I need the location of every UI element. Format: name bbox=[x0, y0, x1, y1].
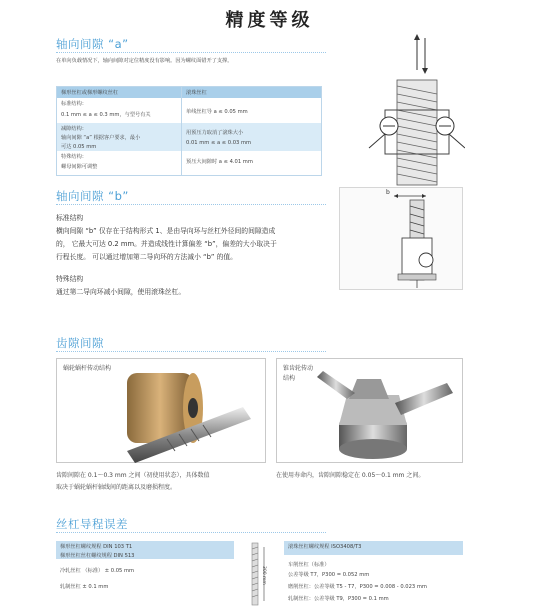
section-b-spec-title: 特殊结构 bbox=[56, 275, 84, 283]
ballscrew-lead-table bbox=[284, 541, 463, 607]
right-row4: 轧制丝杠：公差等级 T9，P300 = 0.1 mm bbox=[288, 596, 389, 602]
figure-b-label: b bbox=[386, 189, 390, 196]
screw-lead-length: 300 mm bbox=[261, 566, 266, 585]
row2-right-line2: 0.01 mm ≤ a ≤ 0.03 mm bbox=[186, 140, 252, 146]
section-a-heading: 轴向间隙 “a” bbox=[56, 37, 129, 51]
worm-gear-caption-1: 齿隙间隙在 0.1～0.3 mm 之间（初使用状态），具体数值 bbox=[56, 472, 210, 479]
left-row2: 轧制丝杠 ± 0.1 mm bbox=[60, 584, 109, 590]
right-head: 滚珠丝杠螺纹规程 ISO3408/T3 bbox=[288, 544, 362, 550]
row2-left-line2: 可达 0.05 mm bbox=[61, 144, 97, 150]
section-c-heading: 齿隙间隙 bbox=[56, 336, 104, 350]
worm-gear-label: 蜗轮蜗杆传动结构 bbox=[63, 365, 112, 372]
section-b-std-line2: 的， 它最大可达 0.2 mm。并造成线性计算偏差 “b”，偏差的大小取决于 bbox=[56, 240, 277, 248]
row2-left-title: 减隙结构： bbox=[61, 126, 87, 132]
right-row1: 车削丝杠（标准） bbox=[288, 562, 330, 568]
section-d-heading: 丝杠导程误差 bbox=[56, 517, 128, 531]
worm-gear-caption-2: 取决于蜗轮蜗杆轴线间的距离以及磨损程度。 bbox=[56, 484, 177, 491]
row3-right-value: 预压大间隙时 a ≤ 4.01 mm bbox=[186, 159, 253, 165]
axial-gap-a-table bbox=[56, 86, 322, 176]
section-b-std-title: 标准结构 bbox=[56, 214, 84, 222]
section-b-std-line1: 横向间隙 “b” 仅存在于结构形式 1、是由导向环与丝杠外径间的间隙造成 bbox=[56, 227, 276, 235]
section-b-rule bbox=[56, 204, 326, 205]
section-a-intro: 在单向负载情况下，轴向间隙对定位精度没有影响。因为螺纹面错开了支撑。 bbox=[56, 58, 233, 64]
bevel-gear-label-1: 锥齿轮传动 bbox=[283, 365, 314, 372]
right-row3: 磨削丝杠：公差等级 T5 - T7，P300 = 0.008 - 0.023 mm bbox=[288, 584, 427, 590]
row1-right-value: 单线丝杠导 a ≤ 0.05 mm bbox=[186, 109, 248, 115]
worm-gear-photo bbox=[56, 358, 266, 463]
page-title: 精度等级 bbox=[225, 10, 314, 31]
row2-left-line1: 轴向间隙 “a” 根据客户要求，最小 bbox=[61, 135, 141, 141]
left-head-line1: 梯形丝杠螺纹规程 DIN 103 T1 bbox=[60, 544, 133, 550]
trapezoid-lead-table bbox=[56, 541, 234, 607]
table-header-left: 梯形丝杠或梯形螺纹丝杠 bbox=[61, 90, 119, 96]
section-b-spec-line1: 通过第二导向环减小间隙，使用滚珠丝杠。 bbox=[56, 288, 186, 296]
section-b-heading: 轴向间隙 “b” bbox=[56, 189, 129, 203]
section-c-rule bbox=[56, 351, 326, 352]
table-header-right: 滚珠丝杠 bbox=[181, 87, 321, 98]
row1-left-title: 标准结构： bbox=[61, 101, 87, 107]
row3-left-title: 特殊结构： bbox=[61, 154, 87, 160]
axial-gap-a-figure bbox=[355, 30, 465, 190]
bevel-gear-label-2: 结构 bbox=[283, 375, 296, 382]
section-b-std-line3: 行程长度。 可以通过增加第二导向环的方法减小 “b” 的值。 bbox=[56, 253, 237, 261]
bevel-gear-caption: 在使用寿命内，齿隙间隙稳定在 0.05～0.1 mm 之间。 bbox=[276, 472, 425, 479]
row3-left-value: 螺母间隙可调整 bbox=[61, 164, 98, 170]
right-row2: 公差等级 T7，P300 = 0.052 mm bbox=[288, 572, 370, 578]
axial-gap-b-figure bbox=[339, 187, 463, 290]
bevel-gear-photo bbox=[276, 358, 463, 463]
left-head-line2: 梯形丝杠丝杠螺纹规程 DIN 513 bbox=[60, 553, 135, 559]
left-row1: 冷轧丝杠 （标准） ± 0.05 mm bbox=[60, 568, 135, 574]
section-a-rule bbox=[56, 52, 326, 53]
row1-left-value: 0.1 mm ≤ a ≤ 0.3 mm，与型号有关 bbox=[61, 112, 151, 118]
section-d-rule bbox=[56, 532, 326, 533]
row2-right-line1: 用预压力取消了滚珠大小 bbox=[186, 130, 244, 136]
